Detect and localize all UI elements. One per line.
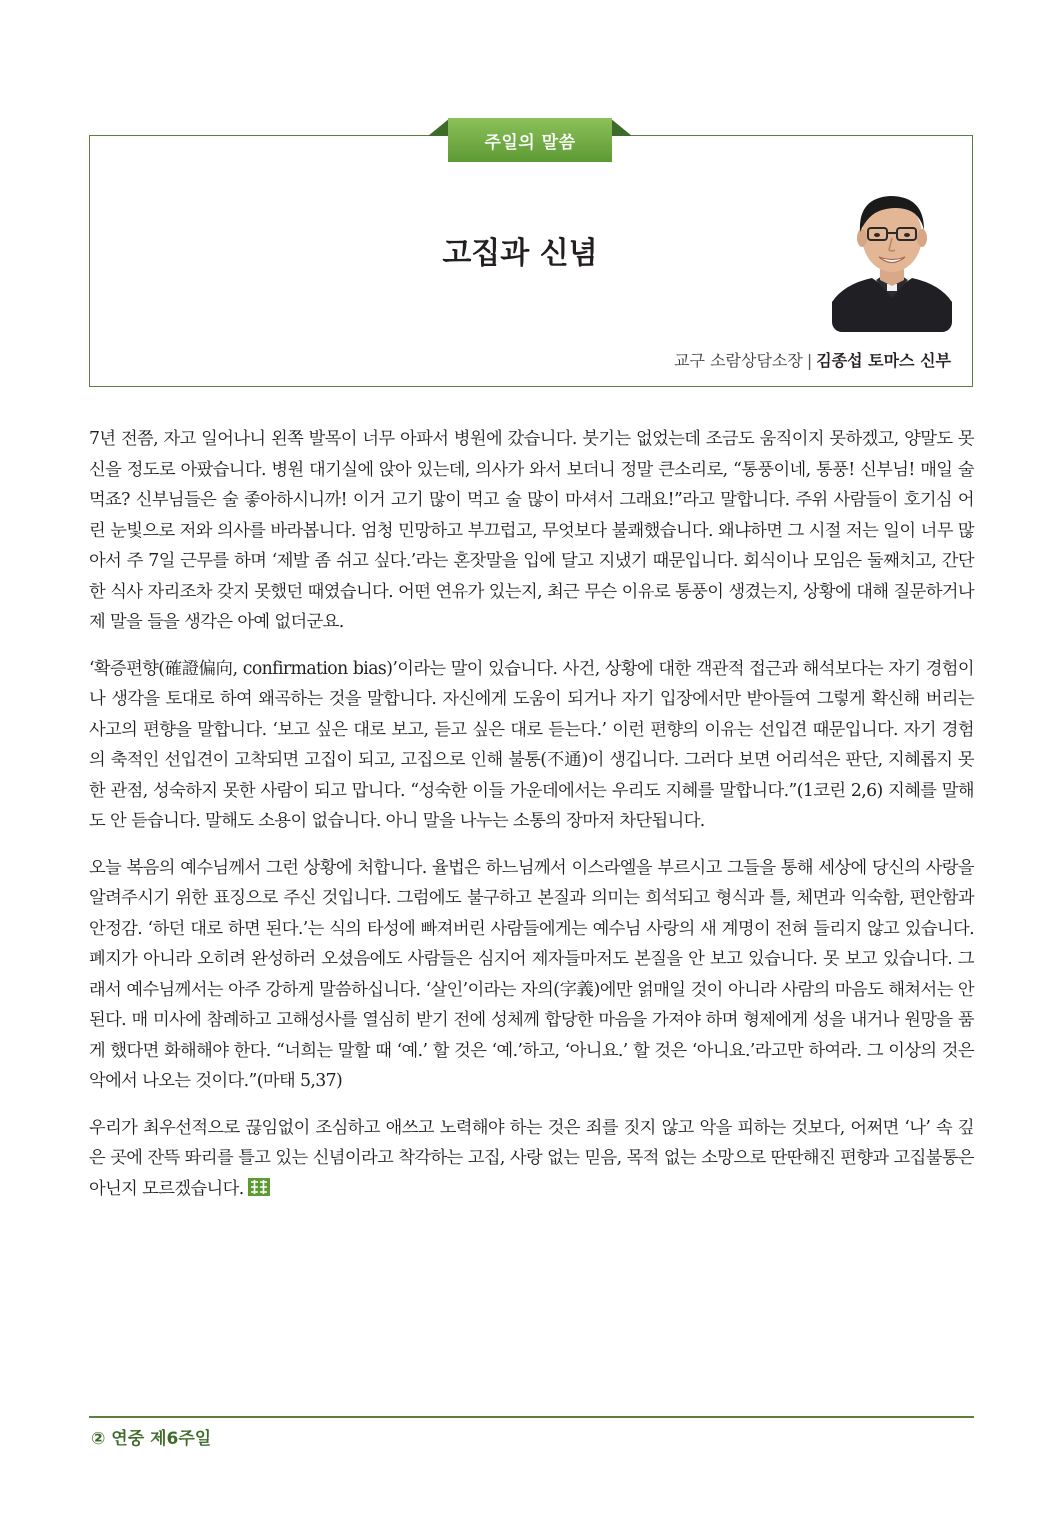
article-paragraph: ‘확증편향(確證偏向, confirmation bias)’이라는 말이 있습니다. 사건, 상황에 대한 객관적 접근과 해석보다는 자기 경험이나 생각을 토대로 하여 왜곡하는 것을 말합니다. 자신에게 도움이 되거나 자기 입장에서만 받아들여 그렇게 확신해 버리는 사고의 편향을 말합니다. ‘보고 싶은 대로 보고, 듣고 싶은 대로 듣는다.’ 이런 편향의 이유는 선입견 때문입니다. 자기 경험의 축적인 선입견이 고착되면 고집이 되고, 고집으로 인해 불통(不通)이 생깁니다. 그러다 보면 어리석은 판단, 지혜롭지 못한 관점, 성숙하지 못한 사람이 되고 맙니다. “성숙한 이들 가운데에서는 우리도 지혜를 말합니다.”(1코린 2,6) 지혜를 말해도 안 듣습니다. 말해도 소용이 없습니다. 아니 말을 나누는 소통의 장마저 차단됩니다. — [89, 658, 974, 831]
article-body — [89, 424, 974, 1220]
end-mark-icon — [248, 1176, 270, 1194]
footer-rule — [89, 1416, 974, 1418]
author-role: 교구 소람상담소장 — [674, 351, 803, 370]
article-paragraph: 오늘 복음의 예수님께서 그런 상황에 처합니다. 율법은 하느님께서 이스라엘을 부르시고 그들을 통해 세상에 당신의 사랑을 알려주시기 위한 표징으로 주신 것입니다. 그럼에도 불구하고 본질과 의미는 희석되고 형식과 틀, 체면과 익숙함, 편안함과 안정감. ‘하던 대로 하면 된다.’는 식의 타성에 빠져버린 사람들에게는 예수님 사랑의 새 계명이 전혀 들리지 않고 있습니다. 폐지가 아니라 오히려 완성하러 오셨음에도 사람들은 심지어 제자들마저도 본질을 안 보고 있습니다. 못 보고 있습니다. 그래서 예수님께서는 아주 강하게 말씀하십니다. ‘살인’이라는 자의(字義)에만 얽매일 것이 아니라 사람의 마음도 해쳐서는 안 된다. 매 미사에 참례하고 고해성사를 열심히 받기 전에 성체께 합당한 마음을 가져야 하며 형제에게 성을 내거나 원망을 품게 했다면 화해해야 한다. “너희는 말할 때 ‘예.’ 할 것은 ‘예.’하고, ‘아니요.’ 할 것은 ‘아니요.’라고만 하여라. 그 이상의 것은 악에서 나오는 것이다.”(마태 5,37) — [89, 857, 974, 1091]
article-paragraph-text: 우리가 최우선적으로 끊임없이 조심하고 애쓰고 노력해야 하는 것은 죄를 짓지 않고 악을 피하는 것보다, 어쩌면 ‘나’ 속 깊은 곳에 잔뜩 똬리를 틀고 있는 신념이라고 착각하는 고집, 사랑 없는 믿음, 목적 없는 소망으로 딴딴해진 편향과 고집불통은 아닌지 모르겠습니다. — [89, 1117, 974, 1199]
article-paragraph-last — [89, 1113, 974, 1205]
author-name: 김종섭 토마스 신부 — [816, 351, 951, 370]
tab-fold-left — [428, 118, 450, 136]
byline-separator: | — [806, 351, 813, 370]
section-tab-label: 주일의 말씀 — [448, 118, 612, 162]
article-paragraph: 7년 전쯤, 자고 일어나니 왼쪽 발목이 너무 아파서 병원에 갔습니다. 붓기는 없었는데 조금도 움직이지 못하겠고, 양말도 못 신을 정도로 아팠습니다. 병원 대기실에 앉아 있는데, 의사가 와서 보더니 정말 큰소리로, “통풍이네, 통풍! 신부님! 매일 술 먹죠? 신부님들은 술 좋아하시니까! 이거 고기 많이 먹고 술 많이 마셔서 그래요!”라고 말합니다. 주위 사람들이 호기심 어린 눈빛으로 저와 의사를 바라봅니다. 엄청 민망하고 부끄럽고, 무엇보다 불쾌했습니다. 왜냐하면 그 시절 저는 일이 너무 많아서 주 7일 근무를 하며 ‘제발 좀 쉬고 싶다.’라는 혼잣말을 입에 달고 지냈기 때문입니다. 회식이나 모임은 둘째치고, 간단한 식사 자리조차 갖지 못했던 때였습니다. 어떤 연유가 있는지, 최근 무슨 이유로 통풍이 생겼는지, 상황에 대해 질문하거나 제 말을 들을 생각은 아예 없더군요. — [89, 429, 974, 632]
author-portrait — [832, 180, 952, 332]
tab-fold-right — [610, 118, 632, 136]
author-byline — [674, 348, 951, 371]
page-footer-label: ② 연중 제6주일 — [91, 1429, 212, 1449]
article-title: 고집과 신념 — [442, 236, 598, 271]
portrait-illustration — [832, 180, 952, 332]
section-tab — [428, 118, 632, 162]
